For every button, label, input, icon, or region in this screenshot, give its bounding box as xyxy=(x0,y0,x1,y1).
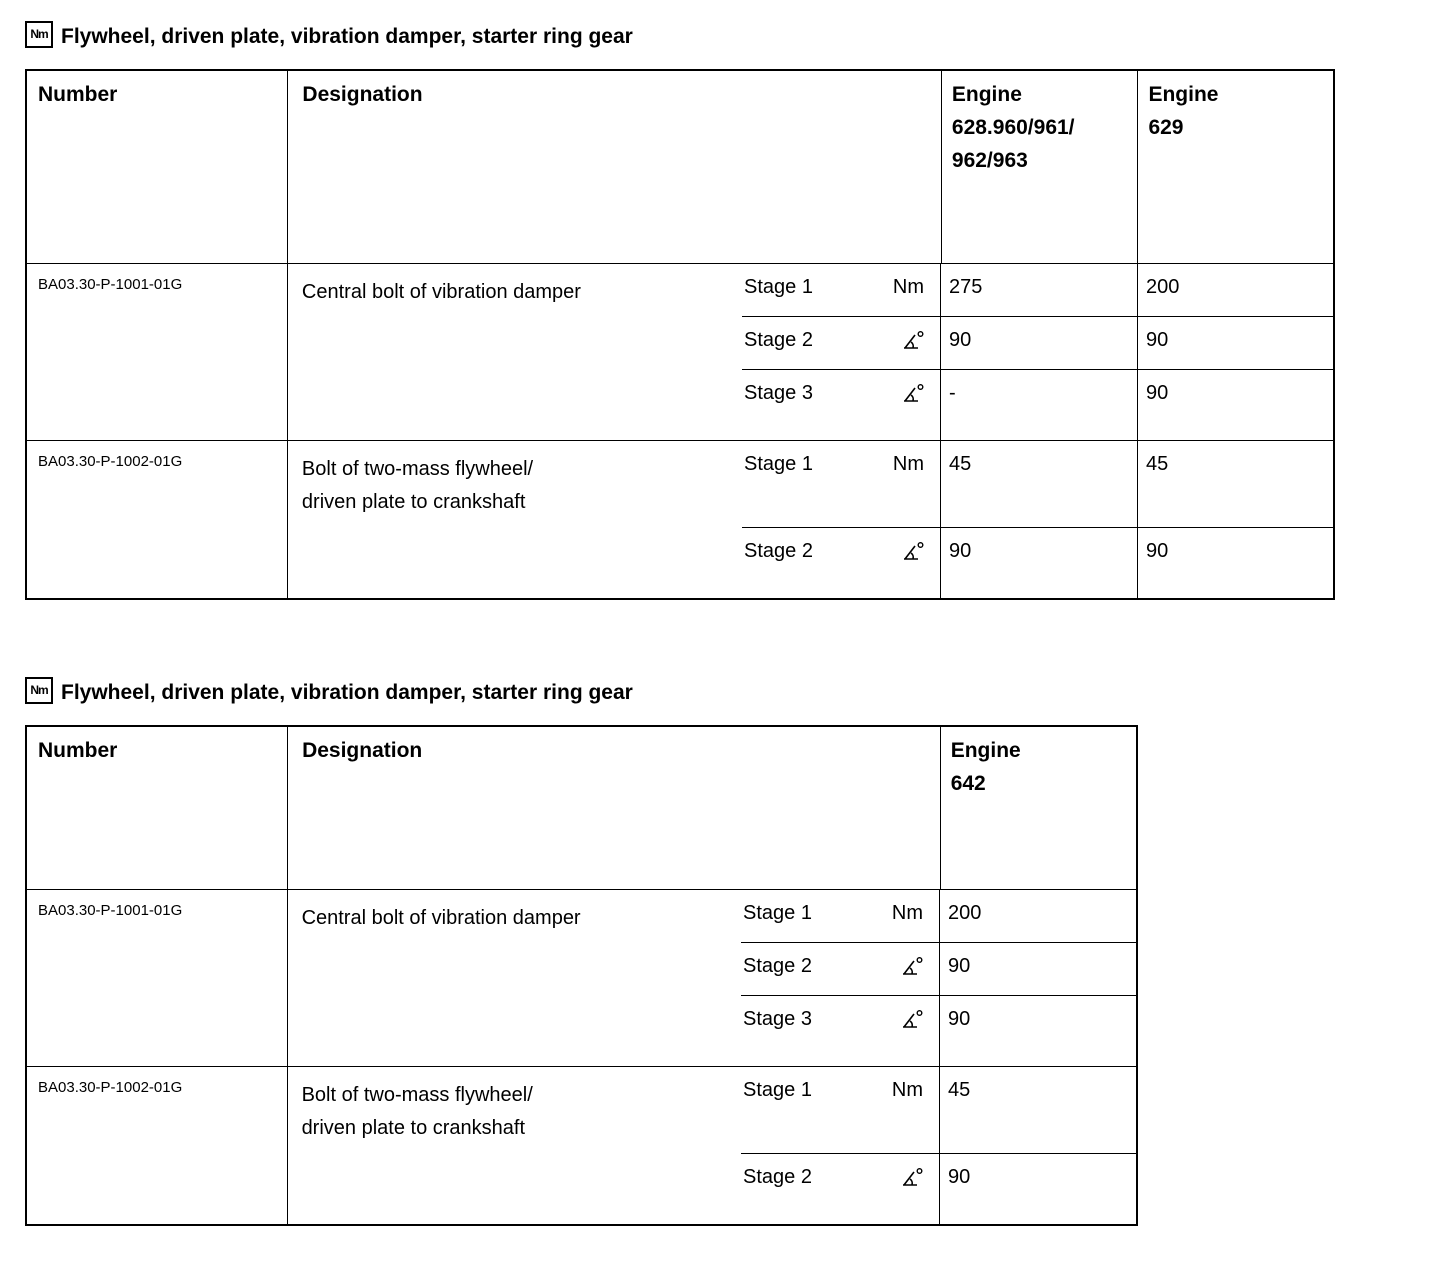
stage-label-cell xyxy=(742,528,941,598)
engine-model-line: 628.960/961/ xyxy=(951,116,1075,139)
stage-row xyxy=(741,995,1136,1066)
stage-label: Stage 1 xyxy=(743,1079,812,1101)
stage-row xyxy=(742,264,1333,316)
part-number: BA03.30-P-1002-01G xyxy=(27,1067,288,1224)
value-cell: 90 xyxy=(948,955,971,977)
value-cell: 45 xyxy=(948,1079,971,1101)
stage-row xyxy=(742,369,1333,440)
stage-label: Stage 1 xyxy=(744,276,813,298)
stage-row xyxy=(741,1067,1136,1153)
engine-label: Engine xyxy=(1148,83,1219,106)
torque-table-1 xyxy=(25,69,1335,600)
designation-line: Bolt of two-mass flywheel/ xyxy=(301,458,534,480)
angle-icon xyxy=(902,382,924,404)
designation-line: driven plate to crankshaft xyxy=(301,491,526,513)
angle-icon xyxy=(902,540,924,562)
value-cell: 90 xyxy=(948,1008,971,1030)
engine-label: Engine xyxy=(951,83,1022,106)
torque-section-2 xyxy=(25,676,1138,1226)
stage-label-cell xyxy=(742,441,941,527)
stage-label: Stage 2 xyxy=(743,1166,812,1188)
designation xyxy=(288,441,742,598)
part-number: BA03.30-P-1001-01G xyxy=(27,264,288,440)
table-row xyxy=(27,889,1136,1066)
unit-nm: Nm xyxy=(891,1079,923,1101)
value-cell: 90 xyxy=(949,329,972,351)
designation xyxy=(288,264,742,440)
value-cell: - xyxy=(949,382,956,404)
stage-label-cell xyxy=(741,996,940,1066)
header-engine-642 xyxy=(941,727,1136,889)
unit-nm: Nm xyxy=(892,276,924,298)
angle-icon xyxy=(901,1166,923,1188)
value-cell: 90 xyxy=(949,540,972,562)
part-number: BA03.30-P-1001-01G xyxy=(27,890,288,1066)
value-cell: 90 xyxy=(948,1166,971,1188)
stage-label: Stage 2 xyxy=(743,955,812,977)
value-cell: 275 xyxy=(949,276,983,298)
stages xyxy=(742,264,1333,440)
value-cell: 200 xyxy=(948,902,982,924)
value-cell: 45 xyxy=(949,453,972,475)
stages xyxy=(742,441,1333,598)
stage-label: Stage 2 xyxy=(744,329,813,351)
stage-label: Stage 2 xyxy=(744,540,813,562)
header-designation: Designation xyxy=(288,71,941,263)
value-cell: 90 xyxy=(1137,528,1333,598)
stage-row xyxy=(741,890,1136,942)
angle-icon xyxy=(901,955,923,977)
stage-label-cell xyxy=(741,1067,940,1153)
table-header-row xyxy=(27,71,1333,263)
stage-label: Stage 1 xyxy=(743,902,812,924)
table-row xyxy=(27,440,1333,598)
table-header-row xyxy=(27,727,1136,889)
header-number: Number xyxy=(27,727,288,889)
stage-label-cell xyxy=(742,264,941,316)
stage-label-cell xyxy=(742,370,941,440)
engine-model-line: 962/963 xyxy=(951,149,1028,172)
section-title-text: Flywheel, driven plate, vibration damper, starter ring gear xyxy=(61,681,633,704)
stage-label-cell xyxy=(741,1154,940,1224)
torque-section-1 xyxy=(25,20,1335,600)
torque-table-2 xyxy=(25,725,1138,1226)
designation xyxy=(288,890,741,1066)
table-row xyxy=(27,263,1333,440)
designation-line: Bolt of two-mass flywheel/ xyxy=(301,1084,533,1106)
header-engine-628 xyxy=(942,71,1138,263)
unit-nm: Nm xyxy=(892,453,924,475)
stage-label: Stage 1 xyxy=(744,453,813,475)
value-cell: 45 xyxy=(1137,441,1333,527)
stage-label: Stage 3 xyxy=(743,1008,812,1030)
angle-icon xyxy=(902,329,924,351)
header-engine-629 xyxy=(1137,71,1333,263)
unit-nm: Nm xyxy=(891,902,923,924)
section-title-2 xyxy=(25,676,1138,710)
stage-row xyxy=(741,942,1136,995)
header-number: Number xyxy=(27,71,288,263)
engine-model-line: 642 xyxy=(950,772,986,795)
stage-label-cell xyxy=(741,890,940,942)
value-cell: 90 xyxy=(1137,317,1333,369)
value-cell: 90 xyxy=(1137,370,1333,440)
designation-line: Central bolt of vibration damper xyxy=(301,907,581,929)
designation-line: driven plate to crankshaft xyxy=(301,1117,526,1139)
stage-row xyxy=(742,316,1333,369)
designation xyxy=(288,1067,741,1224)
stage-row xyxy=(742,527,1333,598)
torque-nm-icon: Nm xyxy=(25,677,53,704)
stage-label-cell xyxy=(741,943,940,995)
section-title-text: Flywheel, driven plate, vibration damper, starter ring gear xyxy=(61,25,633,48)
stage-row xyxy=(742,441,1333,527)
stages xyxy=(741,1067,1136,1224)
table-row xyxy=(27,1066,1136,1224)
torque-nm-icon: Nm xyxy=(25,21,53,48)
header-designation: Designation xyxy=(288,727,941,889)
angle-icon xyxy=(901,1008,923,1030)
value-cell: 200 xyxy=(1137,264,1333,316)
section-title-1 xyxy=(25,20,1335,54)
engine-model-line: 629 xyxy=(1148,116,1184,139)
stages xyxy=(741,890,1136,1066)
stage-label: Stage 3 xyxy=(744,382,813,404)
engine-label: Engine xyxy=(950,739,1021,762)
part-number: BA03.30-P-1002-01G xyxy=(27,441,288,598)
stage-row xyxy=(741,1153,1136,1224)
stage-label-cell xyxy=(742,317,941,369)
designation-line: Central bolt of vibration damper xyxy=(301,281,581,303)
